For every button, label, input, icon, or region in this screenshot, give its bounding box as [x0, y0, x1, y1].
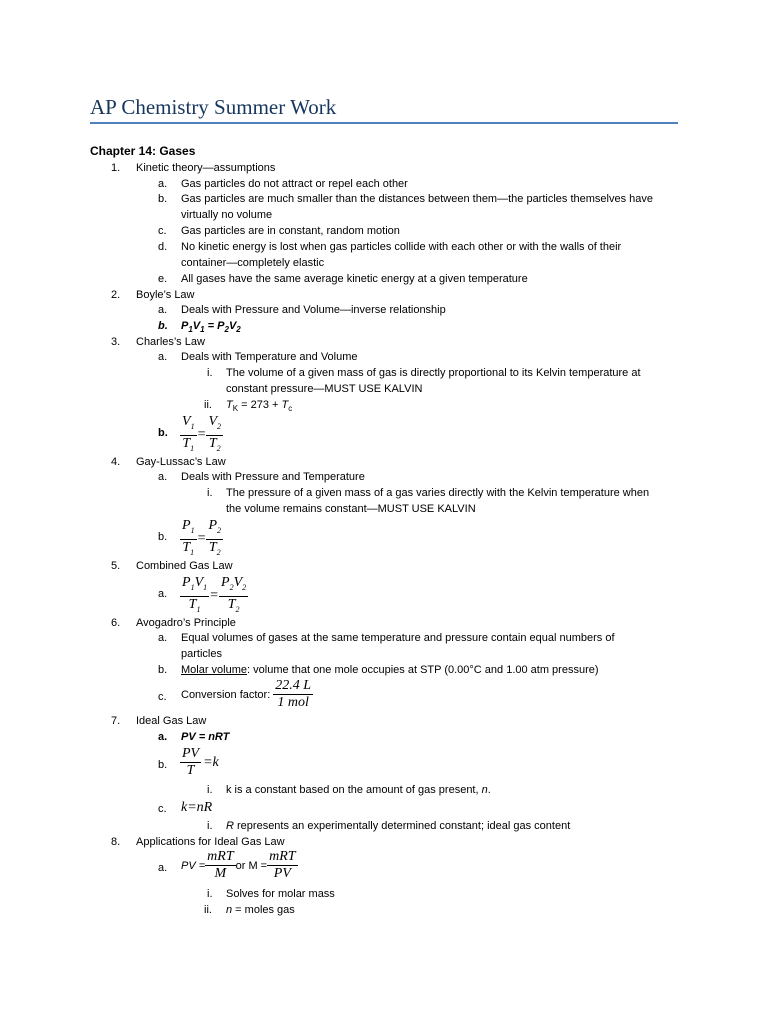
sub-label: a.: [158, 632, 168, 644]
sub-label: d.: [158, 241, 168, 253]
sub-label: a.: [158, 471, 168, 483]
charles-item-i-line1: The volume of a given mass of gas is directly proportional to its Kelvin temperature at: [226, 367, 641, 379]
sub-label: c.: [158, 691, 167, 703]
fraction: $\frac{22.4 L}{\text{1 mol}}$: [275, 678, 312, 710]
boyle-item-a: Deals with Pressure and Volume—inverse relationship: [181, 304, 446, 316]
fraction: $\frac{\text{mRT}}{PV}$: [269, 849, 296, 881]
k-constant-note: k is a constant based on the amount of gas present, n.: [226, 784, 491, 796]
sub-label: a.: [158, 862, 168, 874]
molar-volume-definition: Molar volume: volume that one mole occupies at STP (0.00°C and 1.00 atm pressure): [181, 664, 599, 676]
gay-lussac-heading: Gay-Lussac’s Law: [136, 456, 226, 468]
boyles-law-heading: Boyle’s Law: [136, 289, 195, 301]
kinetic-item-b-line1: Gas particles are much smaller than the distances between them—the particles themselves have: [181, 193, 654, 205]
sub-label: i.: [207, 367, 213, 379]
kinetic-item-c: Gas particles are in constant, random motion: [181, 225, 400, 237]
kinetic-item-b-line2: virtually no volume: [181, 209, 273, 221]
fraction: $\frac{P_2}{T_2}$: [206, 518, 223, 561]
sub-label: b.: [158, 193, 168, 205]
chapter-heading: Chapter 14: Gases: [90, 144, 196, 158]
sub-label: a.: [158, 588, 168, 600]
charles-item-a: Deals with Temperature and Volume: [181, 351, 358, 363]
item-number: 8.: [111, 836, 121, 848]
sub-label: ii.: [204, 904, 212, 916]
r-constant-note: R represents an experimentally determined constant; ideal gas content: [226, 820, 571, 832]
sub-label: a.: [158, 731, 168, 743]
ideal-gas-equation: PV = nRT: [181, 731, 230, 743]
sub-label: a.: [158, 178, 168, 190]
applications-item-i: Solves for molar mass: [226, 888, 335, 900]
combined-gas-law-heading: Combined Gas Law: [136, 560, 233, 572]
charles-equation: $\frac{V_1}{T_1}$ = $\frac{V_2}{T_2}$: [180, 414, 223, 457]
kinetic-item-e: All gases have the same average kinetic energy at a given temperature: [181, 273, 528, 285]
charles-item-i-line2: constant pressure—MUST USE KALVIN: [226, 383, 423, 395]
applications-item-ii: n = moles gas: [226, 904, 295, 916]
kinetic-item-d-line2: container—completely elastic: [181, 257, 325, 269]
ideal-gas-law-heading: Ideal Gas Law: [136, 715, 207, 727]
sub-label: b.: [158, 759, 168, 771]
sub-label: c.: [158, 225, 167, 237]
item-number: 7.: [111, 715, 121, 727]
kelvin-conversion: $T_K = 273 + T_c$: [226, 399, 293, 414]
pv-over-t-equation: $\frac{PV}{T}$ =k: [182, 746, 219, 778]
item-number: 5.: [111, 560, 121, 572]
combined-equation: $\frac{P_1V_1}{T_1}$ = $\frac{P_2V_2}{T_2}$: [180, 575, 248, 618]
gay-lussac-item-i-line2: the volume remains constant—MUST USE KALVIN: [226, 503, 476, 515]
sub-label: a.: [158, 304, 168, 316]
conversion-factor: Conversion factor: $\frac{22.4 L}{\text{1 mol}}$: [181, 678, 312, 710]
sub-label: a.: [158, 351, 168, 363]
sub-label: b.: [158, 664, 168, 676]
avogadro-heading: Avogadro’s Principle: [136, 617, 236, 629]
fraction: $\frac{V_1}{T_1}$: [180, 414, 197, 457]
item-number: 2.: [111, 289, 121, 301]
kinetic-item-a: Gas particles do not attract or repel each other: [181, 178, 408, 190]
item-number: 6.: [111, 617, 121, 629]
kinetic-item-d-line1: No kinetic energy is lost when gas particles collide with each other or with the walls of their: [181, 241, 622, 253]
sub-label: e.: [158, 273, 168, 285]
boyle-equation: $P_1V_1 = P_2V_2$: [181, 320, 241, 335]
sub-label: i.: [207, 487, 213, 499]
gay-lussac-item-a: Deals with Pressure and Temperature: [181, 471, 365, 483]
item-number: 1.: [111, 162, 121, 174]
gay-lussac-item-i-line1: The pressure of a given mass of a gas varies directly with the Kelvin temperature when: [226, 487, 650, 499]
avogadro-item-a-line1: Equal volumes of gases at the same temperature and pressure contain equal numbers of: [181, 632, 615, 644]
sub-label: i.: [207, 784, 213, 796]
fraction: $\frac{P_1}{T_1}$: [180, 518, 197, 561]
item-number: 3.: [111, 336, 121, 348]
fraction: $\frac{PV}{T}$: [182, 746, 200, 778]
k-equals-nr-equation: k=nR: [181, 800, 213, 815]
sub-label: ii.: [204, 399, 212, 411]
fraction: $\frac{P_2V_2}{T_2}$: [219, 575, 248, 618]
kinetic-theory-heading: Kinetic theory—assumptions: [136, 162, 276, 174]
page-title: AP Chemistry Summer Work: [90, 95, 337, 119]
sub-label: b.: [158, 427, 168, 439]
sub-label: i.: [207, 820, 213, 832]
charles-law-heading: Charles’s Law: [136, 336, 205, 348]
title-rule: [90, 122, 678, 124]
fraction: $\frac{\text{mRT}}{M}$: [207, 849, 234, 881]
sub-label: c.: [158, 803, 167, 815]
fraction: $\frac{P_1V_1}{T_1}$: [180, 575, 209, 618]
fraction: $\frac{V_2}{T_2}$: [206, 414, 223, 457]
molar-mass-equation: PV = $\frac{\text{mRT}}{M}$ or M = $\frac{\text{mRT}}{PV}$: [181, 849, 296, 881]
sub-label: b.: [158, 320, 168, 332]
sub-label: i.: [207, 888, 213, 900]
sub-label: b.: [158, 531, 168, 543]
applications-heading: Applications for Ideal Gas Law: [136, 836, 285, 848]
avogadro-item-a-line2: particles: [181, 648, 222, 660]
item-number: 4.: [111, 456, 121, 468]
gay-lussac-equation: $\frac{P_1}{T_1}$ = $\frac{P_2}{T_2}$: [180, 518, 223, 561]
